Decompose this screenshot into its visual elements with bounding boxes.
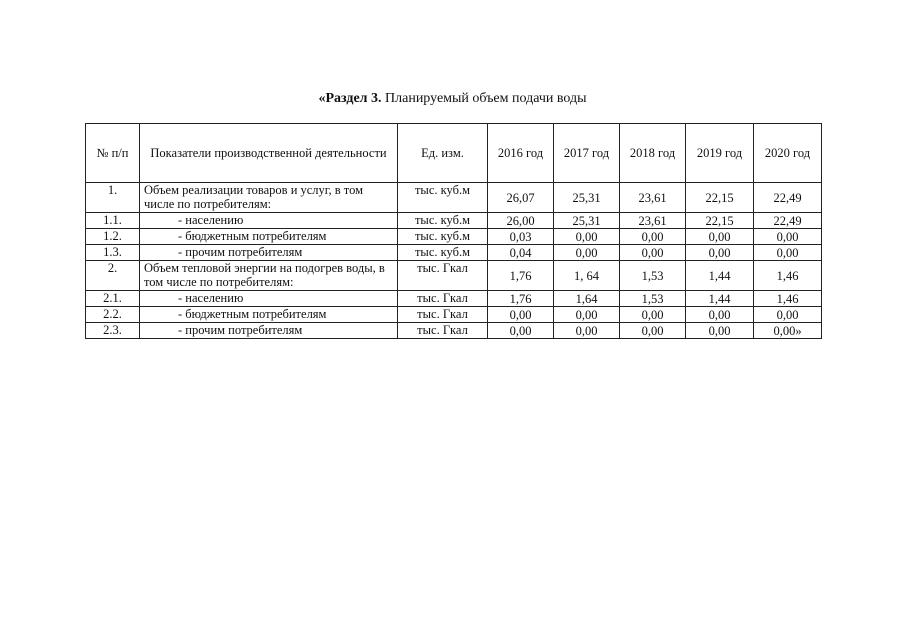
value-cell: 0,00: [554, 307, 620, 323]
value-cell: 0,03: [488, 229, 554, 245]
table-row: [86, 183, 822, 213]
row-indicator: - прочим потребителям: [140, 323, 398, 339]
value-cell: 22,49: [754, 213, 822, 229]
section-title: [0, 91, 905, 107]
header-cell: 2020 год: [754, 124, 822, 183]
value-cell: 1,64: [554, 291, 620, 307]
value-cell: 0,00: [754, 229, 822, 245]
value-cell: 1,44: [686, 261, 754, 291]
value-cell: 1,53: [620, 261, 686, 291]
row-number: 1.2.: [86, 229, 140, 245]
row-indicator: - населению: [140, 291, 398, 307]
row-indicator: Объем реализации товаров и услуг, в том числе по потребителям:: [140, 183, 398, 213]
value-cell: 0,00: [554, 245, 620, 261]
value-cell: 1,46: [754, 261, 822, 291]
value-cell: 1,53: [620, 291, 686, 307]
header-cell: 2017 год: [554, 124, 620, 183]
value-cell: 23,61: [620, 213, 686, 229]
table-row: [86, 245, 822, 261]
row-indicator: Объем тепловой энергии на подогрев воды, в том числе по потребителям:: [140, 261, 398, 291]
header-cell: 2019 год: [686, 124, 754, 183]
row-number: 2.1.: [86, 291, 140, 307]
value-cell: 22,15: [686, 183, 754, 213]
table-row: [86, 261, 822, 291]
value-cell: 0,00: [620, 245, 686, 261]
value-cell: 0,00: [488, 323, 554, 339]
value-cell: 0,00: [754, 245, 822, 261]
header-cell: Ед. изм.: [398, 124, 488, 183]
table-row: [86, 323, 822, 339]
row-unit: тыс. куб.м: [398, 245, 488, 261]
value-cell: 0,00: [554, 323, 620, 339]
row-unit: тыс. Гкал: [398, 291, 488, 307]
header-cell: Показатели производственной деятельности: [140, 124, 398, 183]
row-number: 1.3.: [86, 245, 140, 261]
header-cell: № п/п: [86, 124, 140, 183]
value-cell: 1,76: [488, 291, 554, 307]
value-cell: 0,00: [686, 229, 754, 245]
table-header-row: [86, 124, 822, 183]
value-cell: 0,04: [488, 245, 554, 261]
row-unit: тыс. Гкал: [398, 323, 488, 339]
value-cell: 25,31: [554, 183, 620, 213]
header-cell: 2016 год: [488, 124, 554, 183]
row-unit: тыс. куб.м: [398, 183, 488, 213]
value-cell: 22,49: [754, 183, 822, 213]
table-row: [86, 229, 822, 245]
value-cell: 0,00: [754, 307, 822, 323]
row-indicator: - прочим потребителям: [140, 245, 398, 261]
section-title-bold: «Раздел 3.: [318, 91, 382, 106]
header-cell: 2018 год: [620, 124, 686, 183]
row-unit: тыс. куб.м: [398, 229, 488, 245]
row-number: 1.: [86, 183, 140, 213]
row-number: 1.1.: [86, 213, 140, 229]
value-cell: 0,00: [686, 323, 754, 339]
value-cell: 26,07: [488, 183, 554, 213]
row-number: 2.: [86, 261, 140, 291]
value-cell: 23,61: [620, 183, 686, 213]
value-cell: 1,44: [686, 291, 754, 307]
value-cell: 26,00: [488, 213, 554, 229]
value-cell: 0,00: [620, 307, 686, 323]
row-number: 2.2.: [86, 307, 140, 323]
value-cell: 0,00: [554, 229, 620, 245]
value-cell: 1, 64: [554, 261, 620, 291]
table-row: [86, 291, 822, 307]
row-unit: тыс. куб.м: [398, 213, 488, 229]
value-cell: 0,00»: [754, 323, 822, 339]
row-unit: тыс. Гкал: [398, 307, 488, 323]
water-supply-table: [85, 123, 822, 339]
value-cell: 0,00: [686, 245, 754, 261]
value-cell: 0,00: [488, 307, 554, 323]
value-cell: 25,31: [554, 213, 620, 229]
row-indicator: - бюджетным потребителям: [140, 307, 398, 323]
value-cell: 1,76: [488, 261, 554, 291]
value-cell: 1,46: [754, 291, 822, 307]
row-indicator: - бюджетным потребителям: [140, 229, 398, 245]
value-cell: 0,00: [620, 323, 686, 339]
section-title-text: Планируемый объем подачи воды: [381, 91, 587, 106]
table-row: [86, 307, 822, 323]
row-number: 2.3.: [86, 323, 140, 339]
table-row: [86, 213, 822, 229]
row-unit: тыс. Гкал: [398, 261, 488, 291]
value-cell: 0,00: [686, 307, 754, 323]
value-cell: 0,00: [620, 229, 686, 245]
value-cell: 22,15: [686, 213, 754, 229]
row-indicator: - населению: [140, 213, 398, 229]
